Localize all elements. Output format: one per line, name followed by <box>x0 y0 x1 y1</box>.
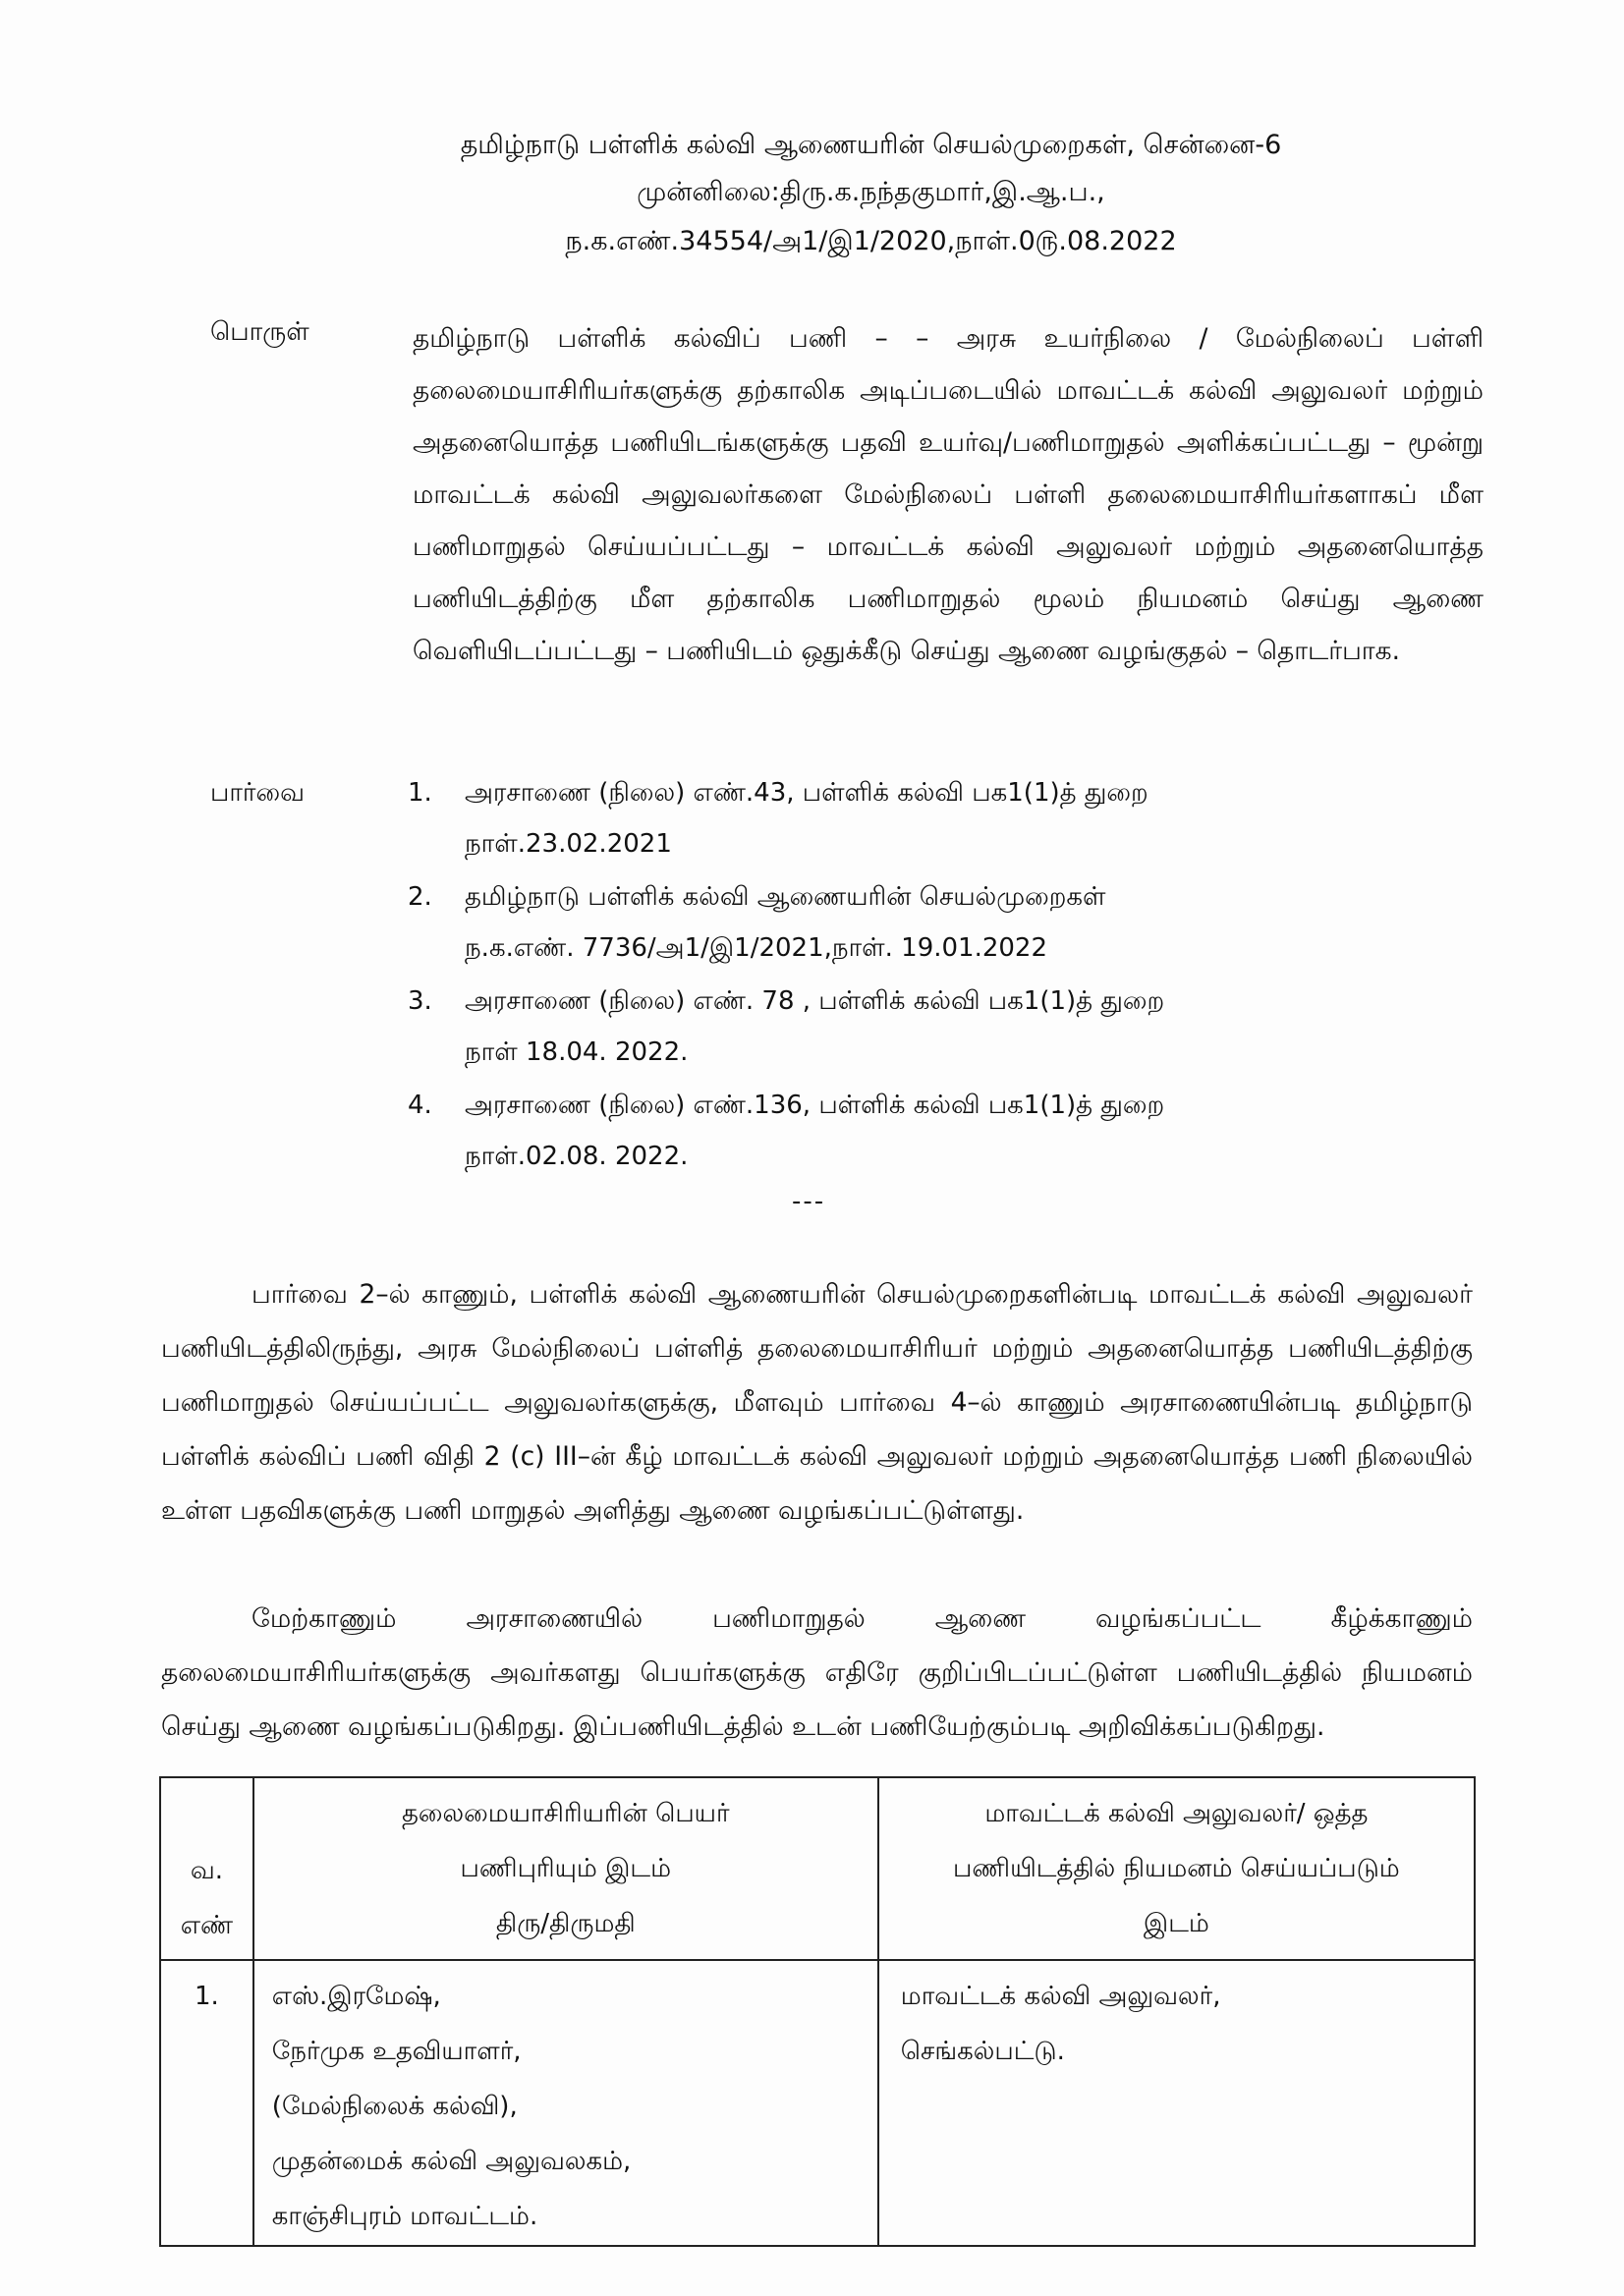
reference-item <box>408 1086 1488 1190</box>
header-presiding-officer: முன்னிலை:திரு.க.நந்தகுமார்,இ.ஆ.ப., <box>637 177 1105 207</box>
subject-text: தமிழ்நாடு பள்ளிக் கல்விப் பணி – – அரசு உயர்நிலை / மேல்நிலைப் பள்ளி தலைமையாசிரியர்களுக்கு தற்காலிக அடிப்படையில் மாவட்டக் கல்வி அலுவலர் மற்றும் அதனையொத்த பணியிடங்களுக்கு பதவி உயர்வு/பணிமாறுதல் அளிக்கப்பட்டது – மூன்று மாவட்டக் கல்வி அலுவலர்களை மேல்நிலைப் பள்ளி தலைமையாசிரியர்களாகப் மீள பணிமாறுதல் செய்யப்பட்டது – மாவட்டக் கல்வி அலுவலர் மற்றும் அதனையொத்த பணியிடத்திற்கு மீள தற்காலிக பணிமாறுதல் மூலம் நியமனம் செய்து ஆணை வெளியிடப்பட்டது – பணியிடம் ஒதுக்கீடு செய்து ஆணை வழங்குதல் – தொடர்பாக. <box>413 323 1484 666</box>
cell-posting-place <box>878 1960 1475 2246</box>
reference-item <box>408 877 1488 981</box>
header-name-line-2: பணிபுரியும் இடம் <box>460 1854 672 1883</box>
reference-line-2: நாள் 18.04. 2022. <box>465 1037 689 1067</box>
posting-table <box>159 1776 1476 2247</box>
cell-name-line: முதன்மைக் கல்வி அலுவலகம், <box>271 2147 632 2176</box>
reference-line-1: அரசாணை (நிலை) எண். 78 , பள்ளிக் கல்வி பக1(1)த் துறை <box>465 986 1165 1016</box>
header-name-line-3: திரு/திருமதி <box>495 1909 636 1938</box>
table-row <box>160 1960 1475 2246</box>
cell-name-line: காஞ்சிபுரம் மாவட்டம். <box>271 2202 538 2231</box>
header-name-line-1: தலைமையாசிரியரின் பெயர் <box>402 1799 730 1828</box>
header-reference-number: ந.க.எண்.34554/அ1/இ1/2020,நாள்.0௫.08.2022 <box>565 226 1177 256</box>
header-post-line-3: இடம் <box>1143 1909 1209 1938</box>
header-serial-number <box>160 1777 253 1960</box>
subject-label: பொருள் <box>210 317 309 347</box>
cell-serial-number: 1. <box>160 1960 253 2246</box>
reference-line-1: அரசாணை (நிலை) எண்.136, பள்ளிக் கல்வி பக1(1)த் துறை <box>465 1091 1165 1120</box>
reference-number: 2. <box>408 882 432 912</box>
header-posting-place <box>878 1777 1475 1960</box>
header-serial-line-1: வ. <box>190 1856 223 1885</box>
header-serial-line-2: எண் <box>180 1911 234 1940</box>
cell-post-line: மாவட்டக் கல்வி அலுவலர், <box>900 1982 1221 2011</box>
reference-item <box>408 981 1488 1086</box>
table-header-row <box>160 1777 1475 1960</box>
reference-line-1: அரசாணை (நிலை) எண்.43, பள்ளிக் கல்வி பக1(1)த் துறை <box>465 778 1148 808</box>
header-post-line-1: மாவட்டக் கல்வி அலுவலர்/ ஒத்த <box>984 1799 1369 1828</box>
header-office-title: தமிழ்நாடு பள்ளிக் கல்வி ஆணையரின் செயல்முறைகள், சென்னை-6 <box>460 130 1282 160</box>
reference-line-2: நாள்.23.02.2021 <box>465 829 672 859</box>
reference-number: 4. <box>408 1091 432 1120</box>
reference-number: 3. <box>408 986 432 1016</box>
cell-post-line: செங்கல்பட்டு. <box>900 2037 1065 2066</box>
section-separator: --- <box>792 1187 826 1216</box>
reference-number: 1. <box>408 778 432 808</box>
reference-line-2: ந.க.எண். 7736/அ1/இ1/2021,நாள். 19.01.2022 <box>465 933 1048 963</box>
references-list <box>408 773 1488 1190</box>
cell-name-line: எஸ்.இரமேஷ், <box>271 1982 441 2011</box>
references-label: பார்வை <box>210 778 306 808</box>
body-paragraph-2: மேற்காணும் அரசாணையில் பணிமாறுதல் ஆணை வழங்கப்பட்ட கீழ்க்காணும் தலைமையாசிரியர்களுக்கு அவர்களது பெயர்களுக்கு எதிரே குறிப்பிடப்பட்டுள்ள பணியிடத்தில் நியமனம் செய்து ஆணை வழங்கப்படுகிறது. இப்பணியிடத்தில் உடன் பணியேற்கும்படி அறிவிக்கப்படுகிறது. <box>161 1603 1473 1742</box>
body-paragraph-1: பார்வை 2–ல் காணும், பள்ளிக் கல்வி ஆணையரின் செயல்முறைகளின்படி மாவட்டக் கல்வி அலுவலர் பணியிடத்திலிருந்து, அரசு மேல்நிலைப் பள்ளித் தலைமையாசிரியர் மற்றும் அதனையொத்த பணியிடத்திற்கு பணிமாறுதல் செய்யப்பட்ட அலுவலர்களுக்கு, மீளவும் பார்வை 4–ல் காணும் அரசாணையின்படி தமிழ்நாடு பள்ளிக் கல்விப் பணி விதி 2 (c) III–ன் கீழ் மாவட்டக் கல்வி அலுவலர் மற்றும் அதனையொத்த பணி நிலையில் உள்ள பதவிகளுக்கு பணி மாறுதல் அளித்து ஆணை வழங்கப்பட்டுள்ளது. <box>161 1279 1473 1526</box>
cell-headmaster-details <box>253 1960 878 2246</box>
cell-name-line: (மேல்நிலைக் கல்வி), <box>271 2092 518 2121</box>
header-headmaster-name <box>253 1777 878 1960</box>
reference-item <box>408 773 1488 877</box>
cell-name-line: நேர்முக உதவியாளர், <box>271 2037 522 2066</box>
reference-line-1: தமிழ்நாடு பள்ளிக் கல்வி ஆணையரின் செயல்முறைகள் <box>465 882 1106 912</box>
header-post-line-2: பணியிடத்தில் நியமனம் செய்யப்படும் <box>953 1854 1400 1883</box>
reference-line-2: நாள்.02.08. 2022. <box>465 1142 689 1171</box>
